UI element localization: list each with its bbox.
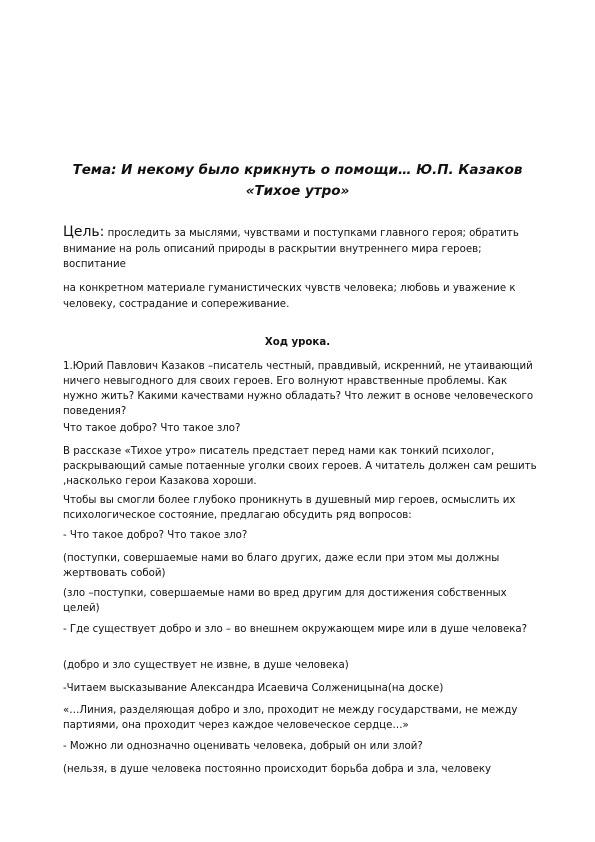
question-good-evil: - Что такое добро? Что такое зло? (63, 530, 248, 541)
title-line-1: Тема: И некому было крикнуть о помощи… Ю.П. Казаков (72, 162, 523, 178)
paragraph-story: В рассказе «Тихое утро» писатель предстает перед нами как тонкий психолог, раскрывающий самые потаенные уголки своих героев. А читатель должен сам решить ,насколько герои Казакова хороши. (63, 446, 537, 487)
answer-evil: (зло –поступки, совершаемые нами во вред другим для достижения собственных целей) (63, 588, 507, 614)
answer-good: (поступки, совершаемые нами во благо других, даже если при этом мы должны жертвовать собой) (63, 553, 500, 579)
title-line-2: «Тихое утро» (245, 183, 350, 199)
goal-section (63, 225, 543, 273)
document-title (40, 160, 555, 202)
goal-continuation: на конкретном материале гуманистических чувств человека; любовь и уважение к человеку, сострадание и сопереживание. (63, 283, 516, 310)
paragraph-discussion: Чтобы вы смогли более глубоко проникнуть в душевный мир героев, осмыслить их психологическое состояние, предлагаю обсудить ряд вопросов: (63, 495, 516, 521)
paragraph-question: Что такое добро? Что такое зло? (63, 423, 241, 434)
answer-where: (добро и зло существует не извне, в душе человека) (63, 660, 349, 671)
goal-text: проследить за мыслями, чувствами и поступками главного героя; обратить внимание на роль описаний природы в раскрытии внутреннего мира героев; воспитание (63, 228, 519, 270)
quote-intro: -Читаем высказывание Александра Исаевича Солженицына(на доске) (63, 683, 444, 694)
goal-label: Цель: (63, 224, 105, 240)
question-where: - Где существует добро и зло – во внешнем окружающем мире или в душе человека? (63, 624, 528, 635)
paragraph-intro: 1.Юрий Павлович Казаков –писатель честный, правдивый, искренний, не утаивающий ничего невыгодного для своих героев. Его волнуют нравственные проблемы. Как нужно жить? Какими качествами нужно обладать? Что лежит в основе человеческого поведения? (63, 361, 534, 417)
quote-solzhenitsyn: «…Линия, разделяющая добро и зло, проходит не между государствами, не между партиями, она проходит через каждое человеческое сердце…» (63, 705, 518, 731)
lesson-heading: Ход урока. (264, 337, 331, 348)
answer-judge: (нельзя, в душе человека постоянно происходит борьба добра и зла, человеку (63, 764, 492, 775)
question-judge: - Можно ли однозначно оценивать человека, добрый он или злой? (63, 741, 423, 752)
